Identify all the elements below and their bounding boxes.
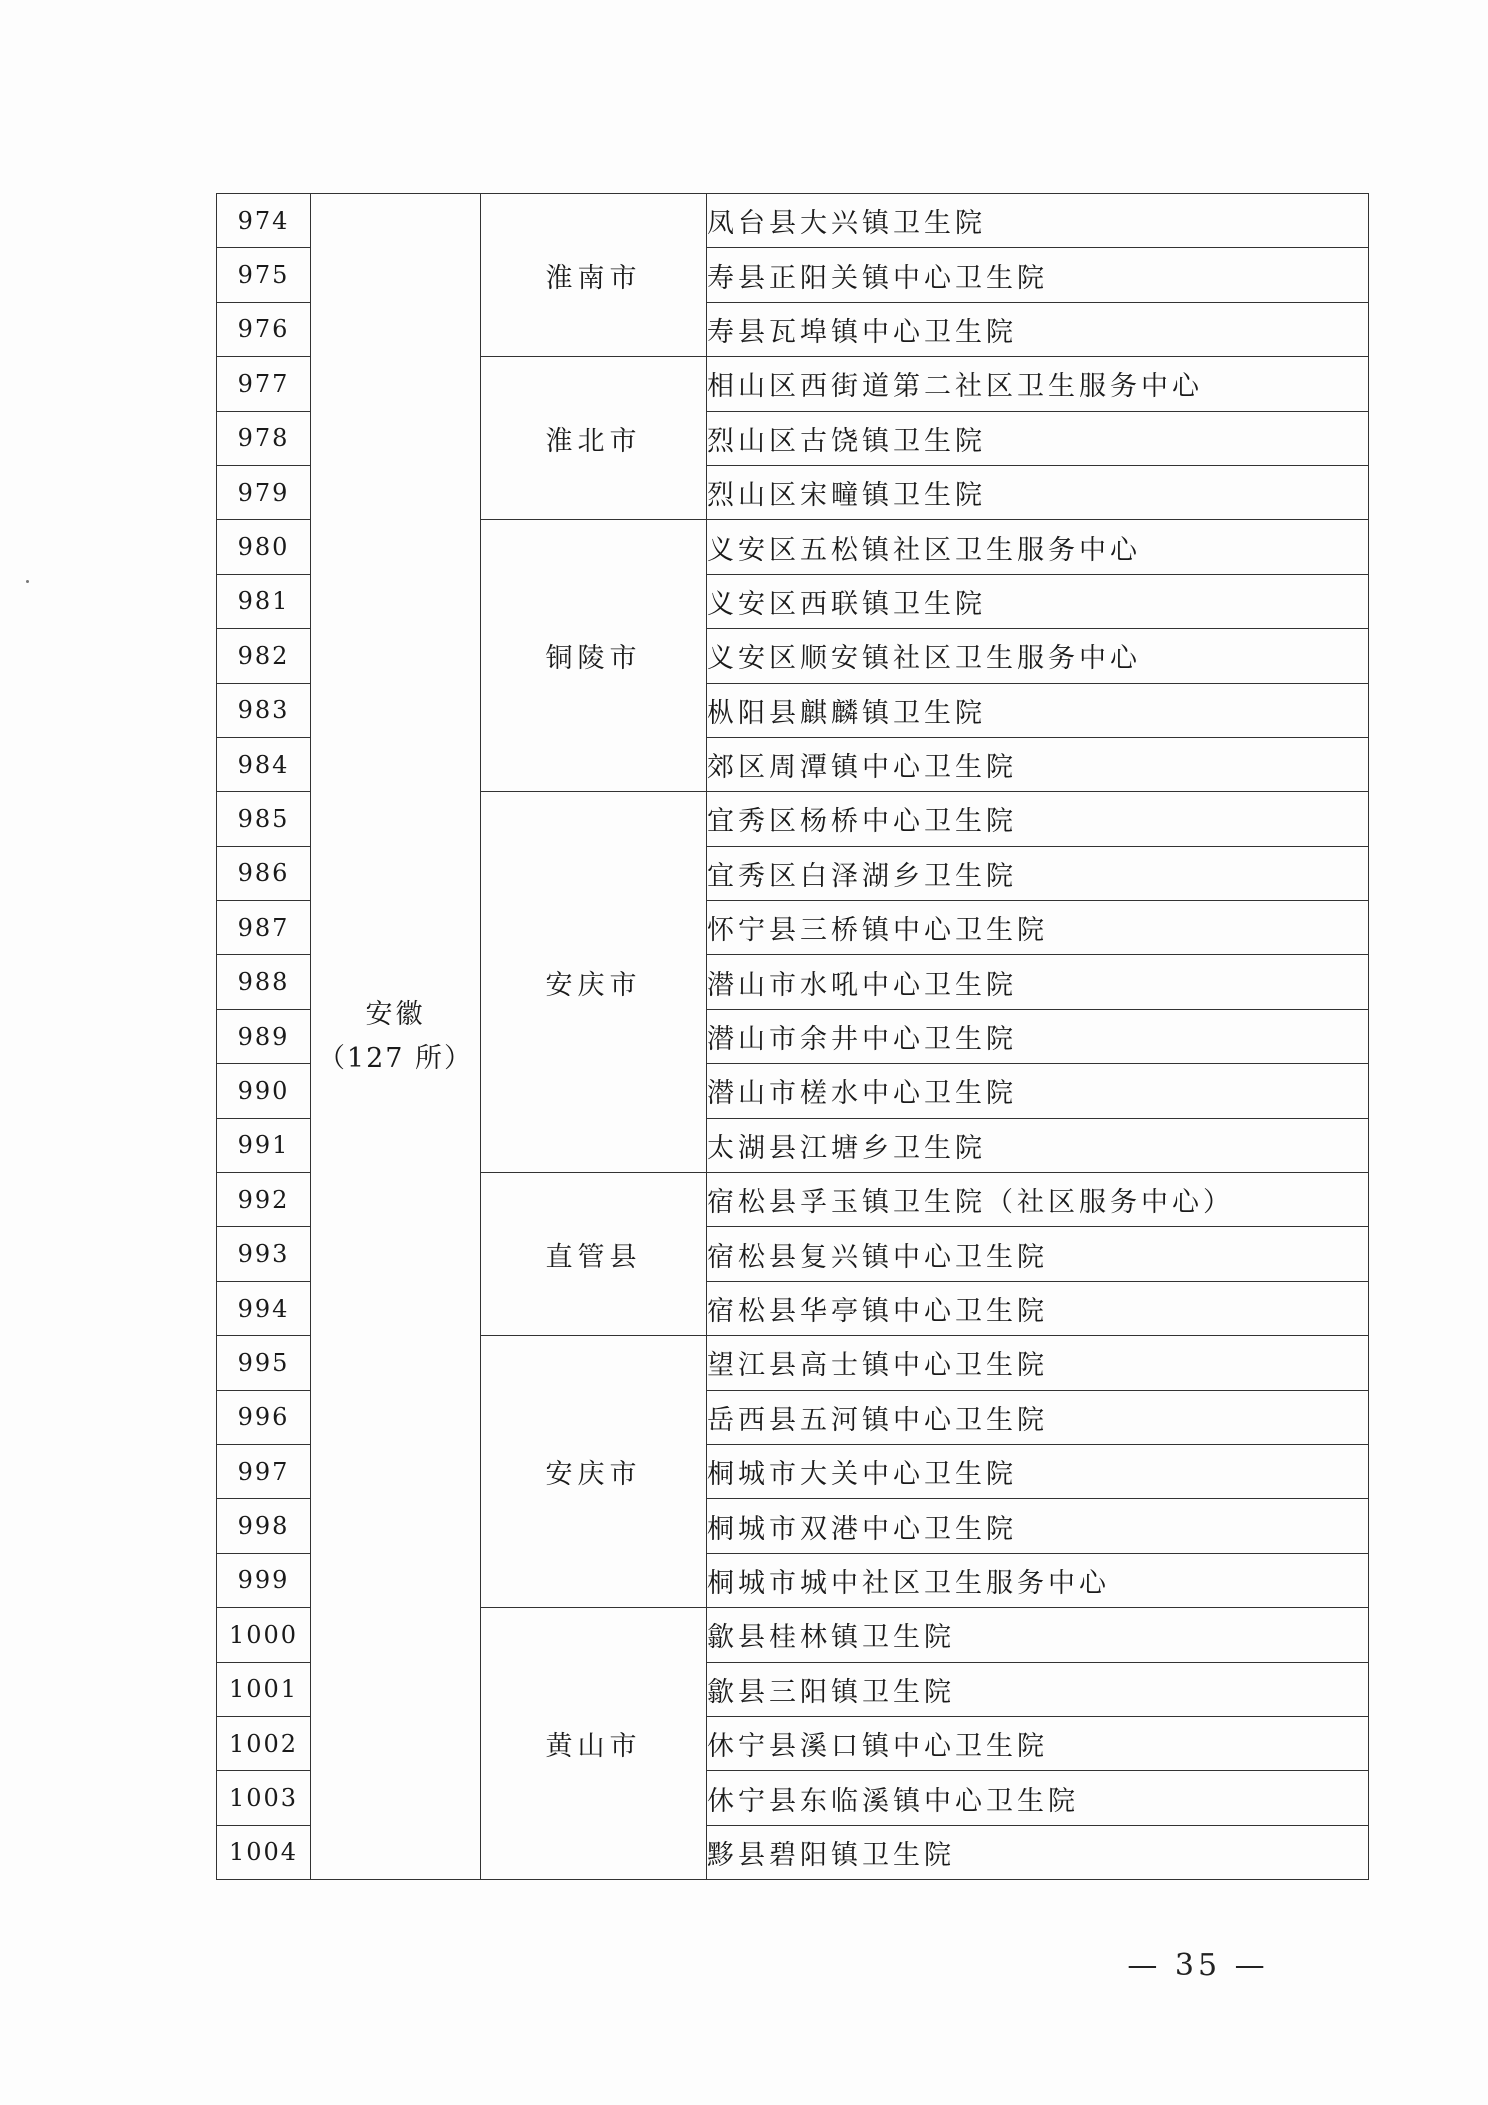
institution-name: 太湖县江塘乡卫生院 [707,1118,1369,1172]
institution-name: 桐城市大关中心卫生院 [707,1444,1369,1498]
city-cell: 黄山市 [481,1608,707,1880]
row-number: 975 [217,248,311,302]
row-number: 981 [217,574,311,628]
row-number: 982 [217,629,311,683]
institution-name: 歙县三阳镇卫生院 [707,1662,1369,1716]
row-number: 1004 [217,1825,311,1879]
row-number: 987 [217,901,311,955]
institution-name: 望江县高士镇中心卫生院 [707,1336,1369,1390]
institution-name: 黟县碧阳镇卫生院 [707,1825,1369,1879]
institution-name: 义安区五松镇社区卫生服务中心 [707,520,1369,574]
institution-name: 歙县桂林镇卫生院 [707,1608,1369,1662]
institution-name: 宿松县孚玉镇卫生院（社区服务中心） [707,1173,1369,1227]
institution-table [216,193,1369,1880]
row-number: 974 [217,194,311,248]
row-number: 984 [217,737,311,791]
institution-name: 寿县正阳关镇中心卫生院 [707,248,1369,302]
institution-name: 烈山区宋疃镇卫生院 [707,465,1369,519]
institution-name: 潜山市水吼中心卫生院 [707,955,1369,1009]
row-number: 998 [217,1499,311,1553]
city-cell: 淮南市 [481,194,707,357]
institution-name: 休宁县东临溪镇中心卫生院 [707,1771,1369,1825]
row-number: 992 [217,1173,311,1227]
row-number: 996 [217,1390,311,1444]
city-cell: 铜陵市 [481,520,707,792]
institution-name: 桐城市城中社区卫生服务中心 [707,1553,1369,1607]
institution-name: 宿松县华亭镇中心卫生院 [707,1281,1369,1335]
institution-name: 桐城市双港中心卫生院 [707,1499,1369,1553]
row-number: 976 [217,302,311,356]
province-name: 安徽 [365,998,426,1030]
city-cell: 淮北市 [481,357,707,520]
institution-name: 凤台县大兴镇卫生院 [707,194,1369,248]
institution-name: 相山区西街道第二社区卫生服务中心 [707,357,1369,411]
institution-table-body [217,194,1369,1880]
city-cell: 安庆市 [481,1336,707,1608]
row-number: 1003 [217,1771,311,1825]
row-number: 988 [217,955,311,1009]
row-number: 977 [217,357,311,411]
city-cell: 安庆市 [481,792,707,1173]
row-number: 1000 [217,1608,311,1662]
province-count: （127 所） [317,1042,474,1074]
row-number: 995 [217,1336,311,1390]
row-number: 991 [217,1118,311,1172]
row-number: 979 [217,465,311,519]
page-number: — 35 — [1127,1948,1269,1983]
row-number: 999 [217,1553,311,1607]
city-cell: 直管县 [481,1173,707,1336]
institution-name: 宿松县复兴镇中心卫生院 [707,1227,1369,1281]
institution-name: 义安区顺安镇社区卫生服务中心 [707,629,1369,683]
institution-name: 休宁县溪口镇中心卫生院 [707,1716,1369,1770]
institution-name: 怀宁县三桥镇中心卫生院 [707,901,1369,955]
row-number: 990 [217,1064,311,1118]
institution-name: 潜山市槎水中心卫生院 [707,1064,1369,1118]
row-number: 989 [217,1009,311,1063]
institution-name: 岳西县五河镇中心卫生院 [707,1390,1369,1444]
row-number: 994 [217,1281,311,1335]
row-number: 1001 [217,1662,311,1716]
scan-speck [26,580,29,583]
institution-name: 枞阳县麒麟镇卫生院 [707,683,1369,737]
province-cell [311,194,481,1880]
institution-name: 宜秀区白泽湖乡卫生院 [707,846,1369,900]
row-number: 978 [217,411,311,465]
institution-name: 烈山区古饶镇卫生院 [707,411,1369,465]
row-number: 986 [217,846,311,900]
institution-name: 义安区西联镇卫生院 [707,574,1369,628]
row-number: 985 [217,792,311,846]
row-number: 1002 [217,1716,311,1770]
row-number: 993 [217,1227,311,1281]
table-row [217,194,1369,248]
row-number: 983 [217,683,311,737]
institution-name: 潜山市余井中心卫生院 [707,1009,1369,1063]
institution-name: 宜秀区杨桥中心卫生院 [707,792,1369,846]
institution-name: 寿县瓦埠镇中心卫生院 [707,302,1369,356]
row-number: 980 [217,520,311,574]
institution-name: 郊区周潭镇中心卫生院 [707,737,1369,791]
row-number: 997 [217,1444,311,1498]
